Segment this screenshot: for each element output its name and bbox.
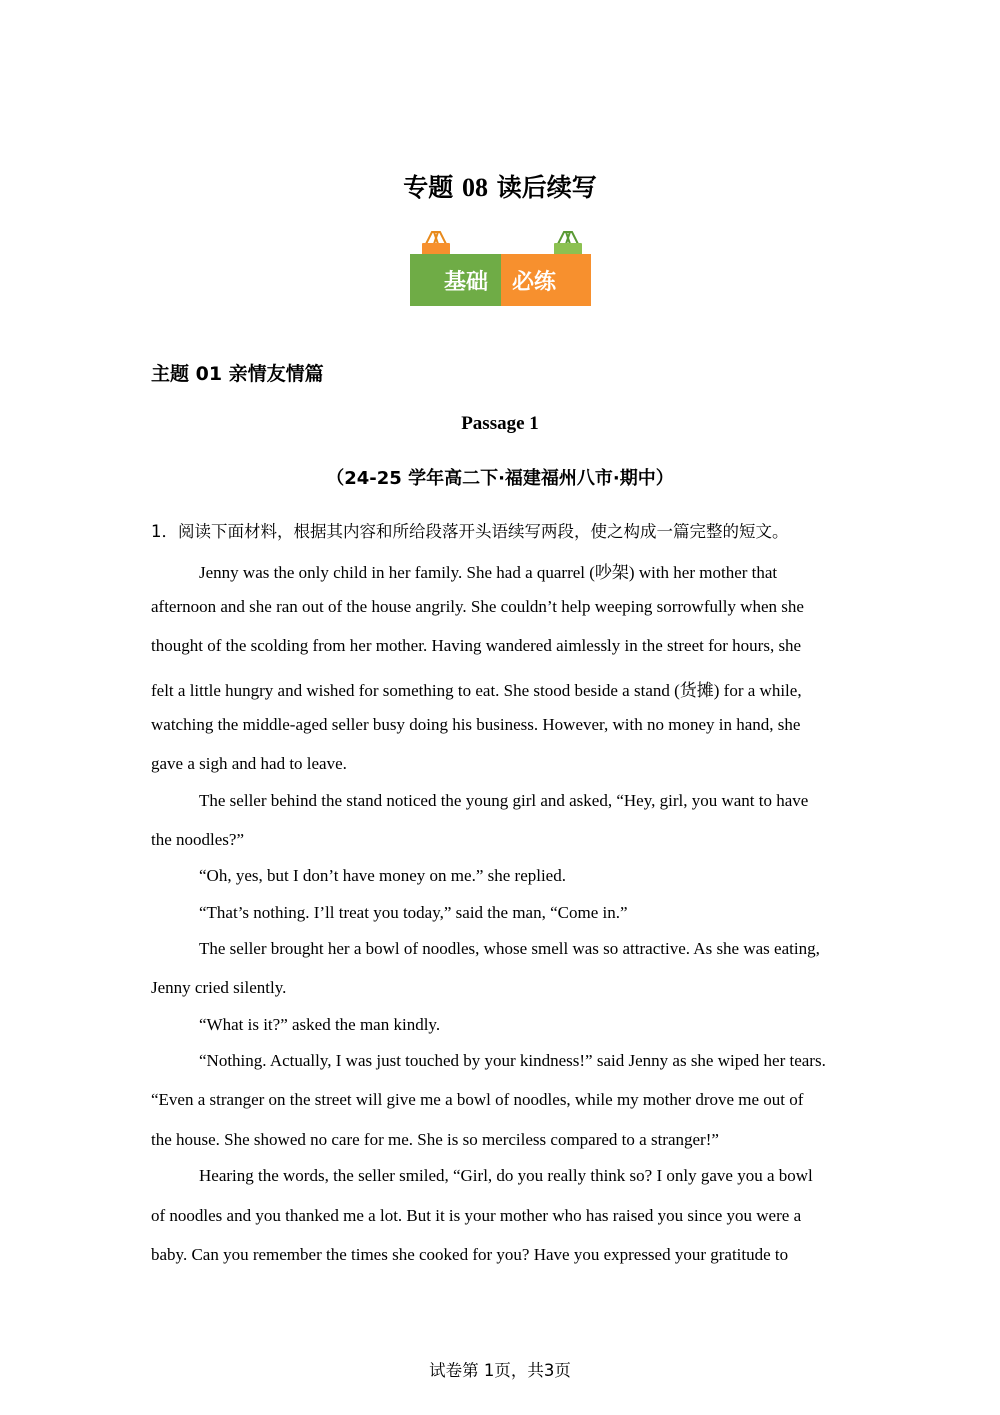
passage-line: “Even a stranger on the street will give me a bowl of noodles, while my mother drove me out of xyxy=(151,1090,804,1109)
passage-line: “What is it?” asked the man kindly. xyxy=(199,1015,441,1034)
passage-line: Jenny cried silently. xyxy=(151,978,287,997)
passage-line: The seller behind the stand noticed the young girl and asked, “Hey, girl, you want to have xyxy=(199,791,809,810)
source-label: （24-25 学年高二下·福建福州八市·期中） xyxy=(326,468,674,489)
passage-line: the house. She showed no care for me. She is so merciless compared to a stranger!” xyxy=(151,1130,719,1149)
page-footer: 试卷第 1页，共3页 xyxy=(429,1361,571,1380)
badge-left-text: 基础 xyxy=(443,270,489,295)
passage-line: watching the middle-aged seller busy doing his business. However, with no money in hand, she xyxy=(151,715,801,734)
instruction-text: 1．阅读下面材料，根据其内容和所给段落开头语续写两段，使之构成一篇完整的短文。 xyxy=(151,522,789,541)
passage-line: “Oh, yes, but I don’t have money on me.” she replied. xyxy=(199,866,566,885)
passage-line: the noodles?” xyxy=(151,830,244,849)
passage-line: “That’s nothing. I’ll treat you today,” said the man, “Come in.” xyxy=(199,903,628,922)
passage-line: baby. Can you remember the times she cooked for you? Have you expressed your gratitude to xyxy=(151,1245,789,1264)
passage-line: “Nothing. Actually, I was just touched by your kindness!” said Jenny as she wiped her tears. xyxy=(199,1051,826,1070)
basic-practice-badge xyxy=(410,228,591,308)
page-title xyxy=(0,168,1000,204)
section-title: 主题 01 亲情友情篇 xyxy=(151,363,324,385)
passage-line: The seller brought her a bowl of noodles, whose smell was so attractive. As she was eating, xyxy=(199,939,820,958)
passage-line: Hearing the words, the seller smiled, “Girl, do you really think so? I only gave you a bowl xyxy=(199,1166,813,1185)
title-prefix: 专题 xyxy=(403,173,454,202)
passage-line: gave a sigh and had to leave. xyxy=(151,754,347,773)
passage-line: thought of the scolding from her mother. Having wandered aimlessly in the street for hours, she xyxy=(151,636,802,655)
passage-line: Jenny was the only child in her family. She had a quarrel (吵架) with her mother that xyxy=(199,563,778,582)
passage-line: afternoon and she ran out of the house angrily. She couldn’t help weeping sorrowfully when she xyxy=(151,597,804,616)
title-number: 08 xyxy=(462,173,488,202)
binder-clip-icon xyxy=(422,232,450,255)
binder-clip-icon xyxy=(554,232,582,255)
passage-title: Passage 1 xyxy=(461,413,539,434)
badge-right-text: 必练 xyxy=(511,270,557,295)
passage-line: of noodles and you thanked me a lot. But it is your mother who has raised you since you were a xyxy=(151,1206,802,1225)
passage-line: felt a little hungry and wished for something to eat. She stood beside a stand (货摊) for a while, xyxy=(151,681,802,700)
title-suffix: 读后续写 xyxy=(496,173,597,202)
